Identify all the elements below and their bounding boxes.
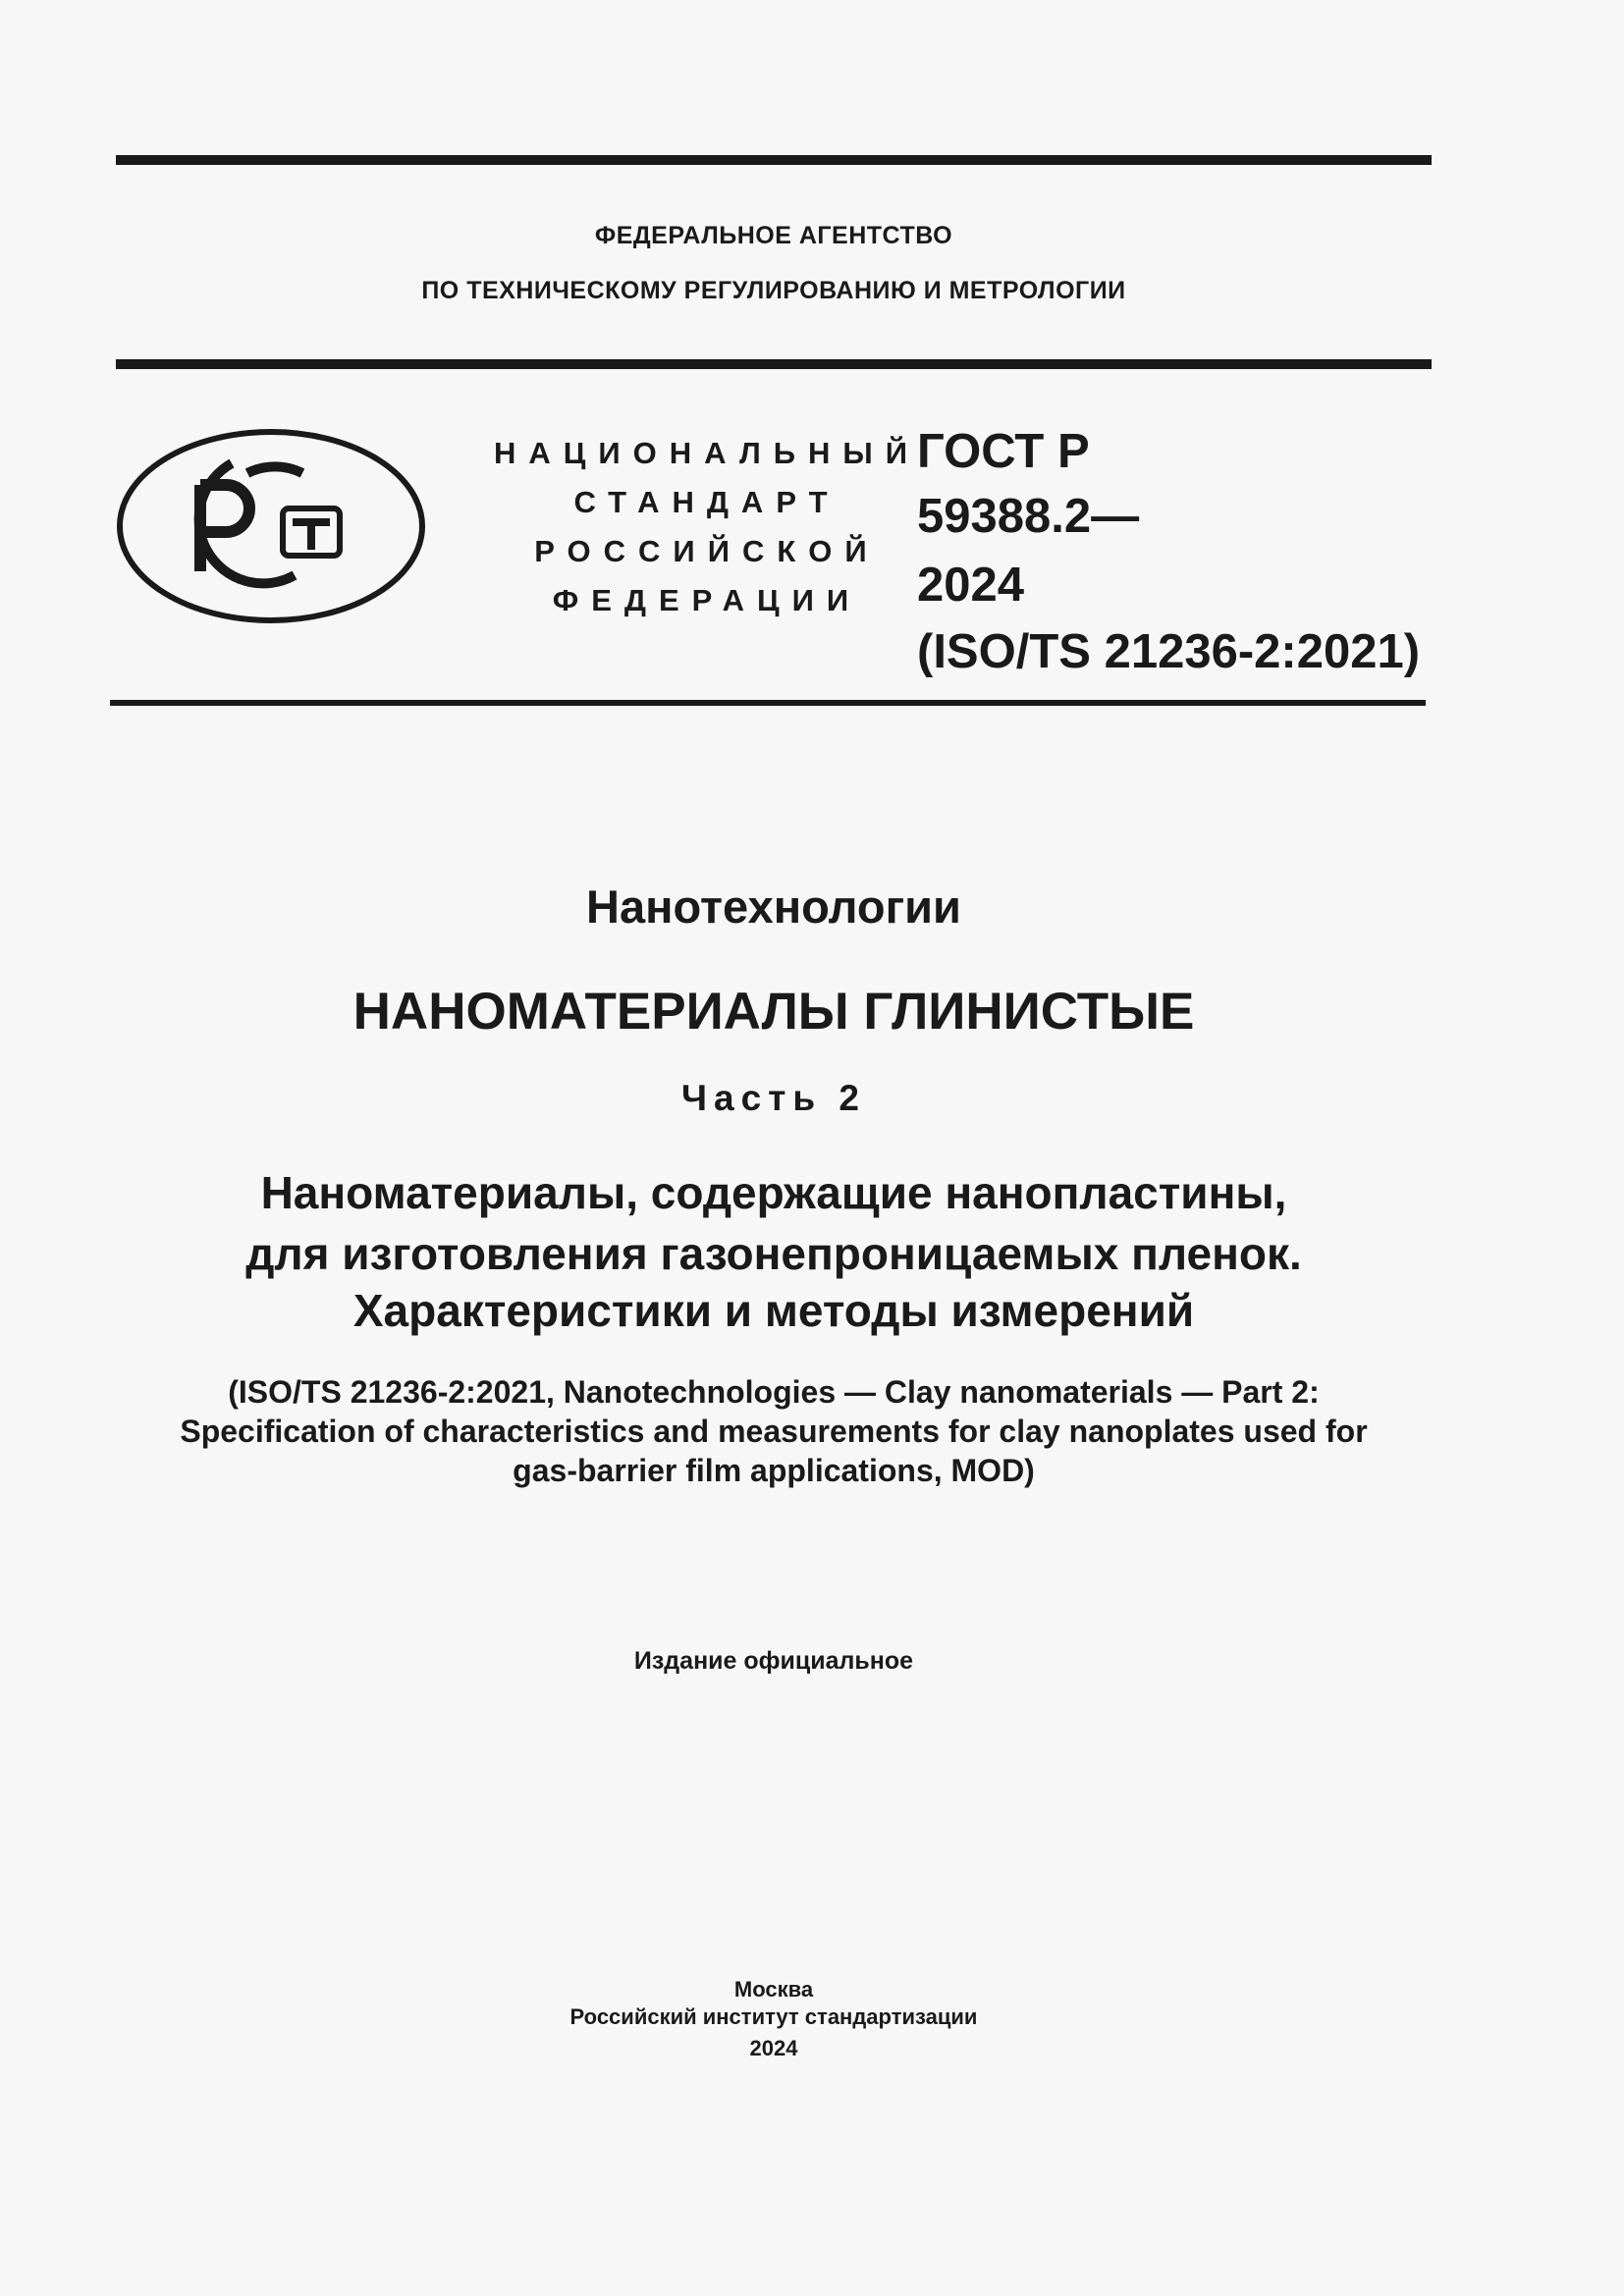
gost-designation-line-1: ГОСТ Р	[917, 425, 1090, 478]
edition-label: Издание официальное	[633, 1647, 914, 1675]
header-rule	[116, 359, 1432, 369]
subtitle-line-2: для изготовления газонепроницаемых пленок.	[245, 1228, 1302, 1279]
footer-city: Москва	[733, 1977, 814, 2002]
subtitle-line-1: Наноматериалы, содержащие нанопластины,	[260, 1167, 1287, 1218]
iso-reference-line-1: (ISO/TS 21236-2:2021, Nanotechnologies — Clay nanomaterials — Part 2:	[228, 1374, 1320, 1410]
national-standard-line-3: РОССИЙСКОЙ	[534, 534, 880, 568]
agency-line-2: ПО ТЕХНИЧЕСКОМУ РЕГУЛИРОВАНИЮ И МЕТРОЛОГИИ	[421, 277, 1126, 304]
footer-year: 2024	[749, 2036, 798, 2060]
designation-rule	[110, 700, 1426, 706]
agency-line-1: ФЕДЕРАЛЬНОЕ АГЕНТСТВО	[594, 222, 953, 249]
gost-designation-line-2: 59388.2—	[917, 490, 1140, 543]
national-standard-line-2: СТАНДАРТ	[573, 485, 840, 519]
gost-designation-line-4: (ISO/TS 21236-2:2021)	[917, 625, 1421, 678]
footer-publisher: Российский институт стандартизации	[569, 2004, 978, 2029]
iso-reference-line-3: gas-barrier film applications, MOD)	[513, 1453, 1035, 1488]
title-part: Часть 2	[681, 1078, 866, 1118]
national-standard-line-4: ФЕДЕРАЦИИ	[552, 583, 862, 617]
top-rule	[116, 155, 1432, 165]
iso-reference-line-2: Specification of characteristics and measurements for clay nanoplates used for	[180, 1414, 1368, 1449]
national-standard-line-1: НАЦИОНАЛЬНЫЙ	[493, 436, 921, 470]
gost-designation-line-3: 2024	[917, 559, 1025, 612]
title-main: НАНОМАТЕРИАЛЫ ГЛИНИСТЫЕ	[352, 983, 1195, 1041]
rst-certification-mark-icon	[116, 428, 426, 624]
title-topic: Нанотехнологии	[586, 881, 961, 933]
subtitle-line-3: Характеристики и методы измерений	[352, 1285, 1195, 1336]
